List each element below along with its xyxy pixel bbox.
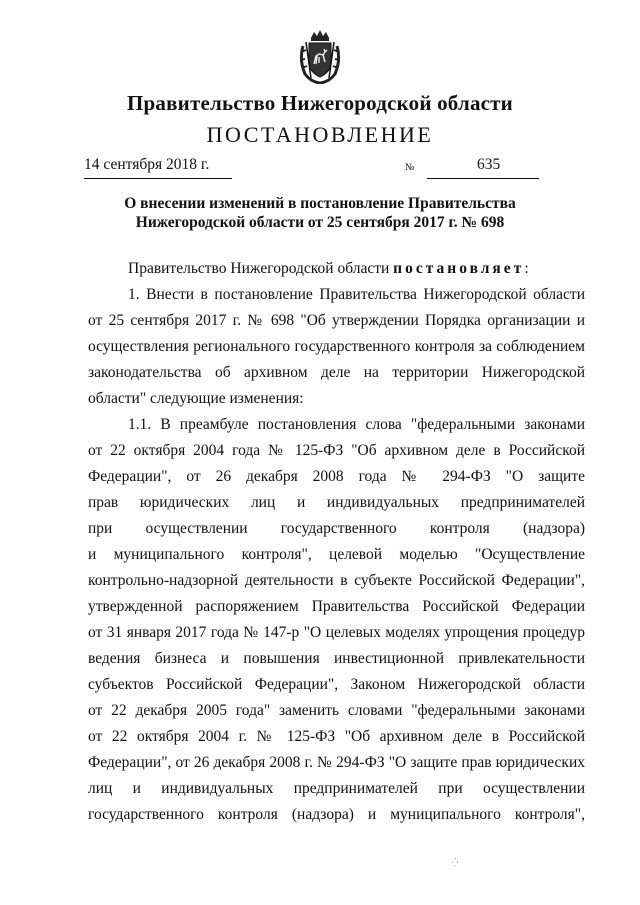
body-line: государственного контроля (надзора) и муниципального контроля",	[88, 806, 585, 823]
body-line: лиц и индивидуальных предпринимателей при осуществлении	[88, 780, 585, 797]
body-line: законодательства об архивном деле на территории Нижегородской	[88, 364, 585, 381]
body-line: и муниципального контроля", целевой моделью "Осуществление	[88, 546, 585, 563]
body-line: при осуществлении государственного контроля (надзора)	[88, 520, 585, 537]
intro-suffix: :	[524, 260, 529, 277]
coat-of-arms-icon	[297, 30, 343, 84]
subject-line: Нижегородской области от 25 сентября 2017 г. № 698	[135, 214, 505, 231]
body-line: Федерации", от 26 декабря 2008 г. № 294-ФЗ "О защите прав юридических	[88, 754, 585, 771]
intro-verb: постановляет	[393, 260, 525, 277]
body-line: области" следующие изменения:	[88, 390, 304, 407]
number-underline	[427, 178, 539, 179]
document-number: 635	[477, 156, 501, 173]
body-line: от 22 октября 2004 года № 125-ФЗ "Об архивном деле в Российской	[88, 442, 585, 459]
body-line: от 22 декабря 2005 года" заменить словами "федеральными законами	[88, 702, 585, 719]
document-number-field	[405, 156, 540, 182]
document-type: ПОСТАНОВЛЕНИЕ	[206, 122, 434, 147]
body-line: 1.1. В преамбуле постановления слова "федеральными законами	[128, 416, 585, 433]
body-line: утвержденной распоряжением Правительства Российской Федерации	[88, 598, 585, 615]
body-line: от 22 октября 2004 г. № 125-ФЗ "Об архивном деле в Российской	[88, 728, 585, 745]
body-line: ведения бизнеса и повышения инвестиционной привлекательности	[88, 650, 585, 667]
body-line: Федерации", от 26 декабря 2008 года № 294-ФЗ "О защите	[88, 468, 585, 485]
intro-paragraph	[88, 256, 585, 282]
body-line: 1. Внести в постановление Правительства Нижегородской области	[128, 286, 585, 303]
body-line: контрольно-надзорной деятельности в субъекте Российской Федерации",	[88, 572, 585, 589]
date-underline	[84, 178, 232, 179]
document-subject	[90, 194, 550, 232]
document-body	[88, 256, 585, 828]
number-label: №	[405, 162, 415, 173]
document-date: 14 сентября 2018 г.	[84, 156, 210, 173]
document-date-field	[84, 156, 234, 174]
body-line: прав юридических лиц и индивидуальных предпринимателей	[88, 494, 585, 511]
intro-prefix: Правительство Нижегородской области	[128, 260, 394, 277]
subject-line: О внесении изменений в постановление Правительства	[124, 195, 516, 212]
body-line: от 31 января 2017 года № 147-р "О целевых моделях упрощения процедур	[88, 624, 585, 641]
body-line: субъектов Российской Федерации", Законом Нижегородской области	[88, 676, 585, 693]
scan-artifact: ⁛	[452, 858, 459, 867]
government-title: Правительство Нижегородской области	[127, 91, 513, 115]
body-line: осуществления регионального государственного контроля за соблюдением	[88, 338, 585, 355]
body-line: от 25 сентября 2017 г. № 698 "Об утверждении Порядка организации и	[88, 312, 585, 329]
